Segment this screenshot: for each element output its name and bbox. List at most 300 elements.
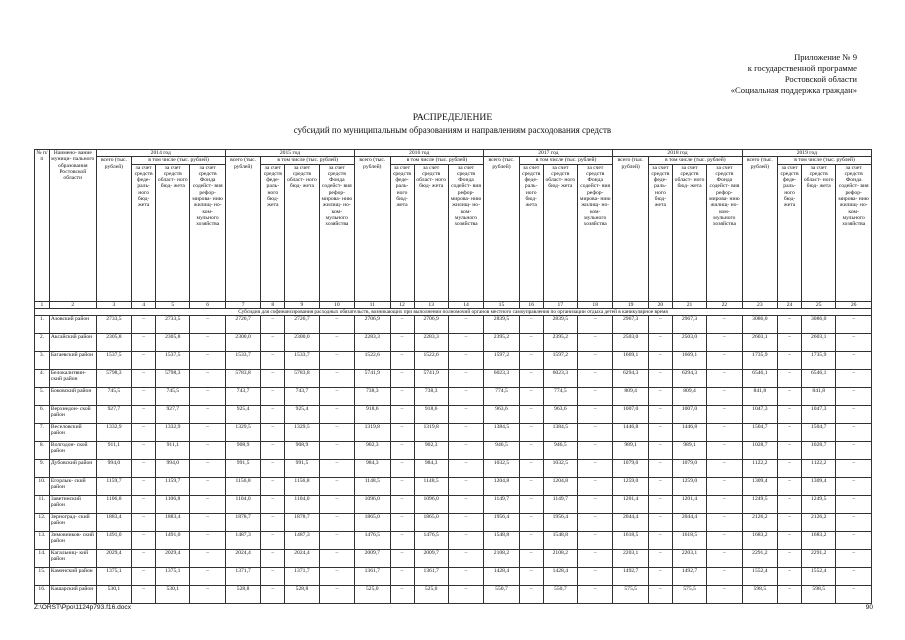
table-row [35, 370, 872, 388]
year-header: 2015 год [225, 150, 354, 157]
cell-fund: – [319, 334, 354, 352]
cell-federal: – [132, 496, 156, 514]
year-header: 2014 год [96, 150, 225, 157]
cell-fund: – [448, 568, 483, 586]
cell-regional: 5798,3 [156, 370, 190, 388]
cell-federal: – [778, 478, 802, 496]
cell-total: 1522,6 [355, 352, 390, 370]
footer-file-path: Z:\ORST\Ppo\1124p793.f16.docx [34, 604, 132, 611]
cell-total: 1492,7 [613, 568, 648, 586]
cell-fund: – [448, 532, 483, 550]
cell-regional: 1329,5 [285, 424, 319, 442]
cell-fund: – [319, 352, 354, 370]
col-header-total: всего (тыс. рублей) [225, 157, 260, 301]
cell-total: 1156,8 [225, 478, 260, 496]
cell-regional: 1618,5 [672, 532, 706, 550]
cell-fund: – [577, 514, 612, 532]
cell-total: 1375,1 [96, 568, 131, 586]
cell-federal: – [132, 424, 156, 442]
cell-fund: – [836, 406, 872, 424]
cell-federal: – [519, 334, 543, 352]
cell-fund: – [577, 478, 612, 496]
cell-federal: – [261, 442, 285, 460]
cell-federal: – [778, 496, 802, 514]
cell-regional: 984,3 [414, 460, 448, 478]
col-header-fund: за счет средств Фонда содейст- вия рефор- мирова- нию жилищ- но-ком- мульного хозяйства [448, 164, 483, 301]
row-number: 2. [35, 334, 50, 352]
cell-federal: – [261, 370, 285, 388]
title-subtitle: субсидий по муниципальным образованиям и направлениям расходования средств [293, 125, 612, 135]
cell-total: 1104,0 [225, 496, 260, 514]
year-header: 2016 год [355, 150, 484, 157]
col-header-including: в том числе (тыс. рублей) [390, 157, 484, 164]
cell-fund: – [319, 496, 354, 514]
column-number: 24 [778, 301, 802, 308]
col-header-total: всего (тыс. рублей) [613, 157, 648, 301]
cell-federal: – [261, 478, 285, 496]
cell-total: 598,5 [742, 586, 777, 604]
cell-fund: – [190, 550, 225, 568]
col-header-total: всего (тыс. рублей) [484, 157, 519, 301]
cell-fund: – [190, 478, 225, 496]
row-number: 10. [35, 478, 50, 496]
cell-regional: 1106,8 [156, 496, 190, 514]
table-row [35, 406, 872, 424]
cell-federal: – [390, 586, 414, 604]
cell-federal: – [648, 388, 672, 406]
cell-federal: – [132, 550, 156, 568]
cell-regional: 2126,2 [802, 514, 836, 532]
cell-federal: – [648, 478, 672, 496]
cell-total: 738,3 [355, 388, 390, 406]
cell-total: 984,3 [355, 460, 390, 478]
col-header-fund: за счет средств Фонда содейст- вия рефор- мирова- нию жилищ- но-ком- мульного хозяйства [836, 164, 872, 301]
cell-total: 2126,2 [742, 514, 777, 532]
table-row [35, 568, 872, 586]
cell-fund: – [836, 316, 872, 334]
col-header-regional: за счет средств област- ного бюд- жета [672, 164, 706, 301]
cell-federal: – [132, 514, 156, 532]
table-row [35, 424, 872, 442]
cell-fund: – [448, 586, 483, 604]
title-main: РАСПРЕДЕЛЕНИЕ [412, 112, 493, 123]
cell-regional: 902,3 [414, 442, 448, 460]
cell-fund: – [190, 424, 225, 442]
cell-federal: – [648, 370, 672, 388]
cell-regional: 2726,7 [285, 316, 319, 334]
column-number: 18 [577, 301, 612, 308]
municipality-name: Зерноград- ский район [49, 514, 96, 532]
column-number: 12 [390, 301, 414, 308]
col-header-number: № п/п [35, 150, 50, 302]
cell-total: 2305,8 [96, 334, 131, 352]
cell-fund: – [707, 406, 742, 424]
cell-fund: – [836, 424, 872, 442]
cell-regional: 1047,3 [802, 406, 836, 424]
cell-fund: – [836, 460, 872, 478]
municipality-name: Белокалитвин- ский район [49, 370, 96, 388]
col-header-municipality: Наимено- вание муници- пального образования Ростовской области [49, 150, 96, 302]
cell-federal: – [132, 370, 156, 388]
cell-federal: – [261, 496, 285, 514]
cell-total: 963,6 [484, 406, 519, 424]
cell-federal: – [778, 406, 802, 424]
cell-total: 1428,4 [484, 568, 519, 586]
cell-fund: – [836, 352, 872, 370]
cell-total: 1491,0 [96, 532, 131, 550]
cell-total: 2024,4 [225, 550, 260, 568]
cell-fund: – [190, 514, 225, 532]
municipality-name: Кагальниц- кий район [49, 550, 96, 568]
row-number: 9. [35, 460, 50, 478]
cell-fund: – [448, 406, 483, 424]
row-number: 13. [35, 532, 50, 550]
row-number: 12. [35, 514, 50, 532]
cell-regional: 1865,0 [414, 514, 448, 532]
cell-regional: 774,5 [543, 388, 577, 406]
cell-total: 2839,5 [484, 316, 519, 334]
cell-federal: – [778, 460, 802, 478]
cell-regional: 1878,7 [285, 514, 319, 532]
cell-fund: – [190, 460, 225, 478]
cell-federal: – [261, 550, 285, 568]
cell-federal: – [778, 388, 802, 406]
cell-fund: – [190, 586, 225, 604]
cell-fund: – [319, 370, 354, 388]
cell-regional: 1028,7 [802, 442, 836, 460]
cell-regional: 598,5 [802, 586, 836, 604]
cell-federal: – [390, 478, 414, 496]
row-number: 16. [35, 586, 50, 604]
table-row [35, 550, 872, 568]
cell-fund: – [319, 514, 354, 532]
cell-total: 1329,5 [225, 424, 260, 442]
cell-fund: – [319, 424, 354, 442]
cell-regional: 1491,0 [156, 532, 190, 550]
cell-fund: – [577, 406, 612, 424]
cell-total: 1683,2 [742, 532, 777, 550]
cell-federal: – [390, 442, 414, 460]
cell-total: 1552,4 [742, 568, 777, 586]
cell-total: 925,4 [225, 406, 260, 424]
cell-regional: 908,9 [285, 442, 319, 460]
cell-total: 2009,7 [355, 550, 390, 568]
cell-regional: 1956,4 [543, 514, 577, 532]
cell-federal: – [261, 514, 285, 532]
col-header-including: в том числе (тыс. рублей) [648, 157, 742, 164]
cell-federal: – [778, 514, 802, 532]
cell-regional: 946,5 [543, 442, 577, 460]
cell-fund: – [319, 532, 354, 550]
column-number: 21 [672, 301, 706, 308]
cell-regional: 1375,1 [156, 568, 190, 586]
cell-regional: 2603,1 [802, 334, 836, 352]
table-row [35, 316, 872, 334]
cell-total: 1028,7 [742, 442, 777, 460]
cell-federal: – [648, 316, 672, 334]
cell-federal: – [132, 388, 156, 406]
cell-regional: 2706,9 [414, 316, 448, 334]
cell-federal: – [519, 496, 543, 514]
appendix-line-2: к государственной программе [747, 63, 857, 73]
cell-total: 530,1 [96, 586, 131, 604]
column-number: 22 [707, 301, 742, 308]
cell-total: 6023,3 [484, 370, 519, 388]
municipality-name: Верхнедон- ской район [49, 406, 96, 424]
col-header-federal: за счет средств феде- раль- ного бюд- жета [778, 164, 802, 301]
cell-total: 1096,0 [355, 496, 390, 514]
cell-fund: – [448, 316, 483, 334]
column-number: 25 [802, 301, 836, 308]
year-header: 2018 год [613, 150, 742, 157]
cell-federal: – [778, 568, 802, 586]
cell-regional: 1371,7 [285, 568, 319, 586]
cell-total: 946,5 [484, 442, 519, 460]
cell-fund: – [190, 568, 225, 586]
cell-fund: – [577, 316, 612, 334]
cell-total: 1309,4 [742, 478, 777, 496]
col-header-fund: за счет средств Фонда содейст- вия рефор- мирова- нию жилищ- но-ком- мульного хозяйства [577, 164, 612, 301]
row-number: 5. [35, 388, 50, 406]
cell-federal: – [261, 334, 285, 352]
cell-federal: – [390, 514, 414, 532]
cell-fund: – [319, 550, 354, 568]
cell-regional: 2733,5 [156, 316, 190, 334]
cell-regional: 991,5 [285, 460, 319, 478]
cell-fund: – [577, 568, 612, 586]
cell-federal: – [390, 550, 414, 568]
cell-federal: – [261, 406, 285, 424]
cell-regional: 1384,5 [543, 424, 577, 442]
cell-total: 1537,5 [96, 352, 131, 370]
column-number: 20 [648, 301, 672, 308]
cell-fund: – [707, 334, 742, 352]
cell-total: 2283,3 [355, 334, 390, 352]
cell-federal: – [132, 478, 156, 496]
cell-fund: – [707, 370, 742, 388]
row-number: 1. [35, 316, 50, 334]
column-number: 3 [96, 301, 131, 308]
cell-regional: 1548,8 [543, 532, 577, 550]
cell-total: 525,0 [355, 586, 390, 604]
cell-federal: – [132, 352, 156, 370]
cell-federal: – [519, 388, 543, 406]
cell-fund: – [577, 352, 612, 370]
municipality-name: Каменский район [49, 568, 96, 586]
municipality-name: Аксайский район [49, 334, 96, 352]
cell-total: 1735,9 [742, 352, 777, 370]
cell-regional: 925,4 [285, 406, 319, 424]
cell-total: 6546,1 [742, 370, 777, 388]
cell-total: 989,1 [613, 442, 648, 460]
cell-fund: – [836, 388, 872, 406]
cell-regional: 2108,2 [543, 550, 577, 568]
column-number: 2 [49, 301, 96, 308]
row-number: 7. [35, 424, 50, 442]
cell-fund: – [448, 442, 483, 460]
cell-fund: – [448, 478, 483, 496]
municipality-name: Багаевский район [49, 352, 96, 370]
cell-total: 3086,0 [742, 316, 777, 334]
cell-fund: – [836, 442, 872, 460]
cell-fund: – [836, 370, 872, 388]
cell-regional: 1883,4 [156, 514, 190, 532]
cell-fund: – [577, 388, 612, 406]
table-row [35, 460, 872, 478]
cell-fund: – [190, 334, 225, 352]
cell-fund: – [319, 442, 354, 460]
cell-total: 1956,4 [484, 514, 519, 532]
cell-total: 2603,1 [742, 334, 777, 352]
cell-fund: – [707, 514, 742, 532]
cell-fund: – [707, 496, 742, 514]
cell-federal: – [778, 586, 802, 604]
cell-total: 2044,4 [613, 514, 648, 532]
column-number: 7 [225, 301, 260, 308]
municipality-name: Егорлык- ский район [49, 478, 96, 496]
cell-total: 2108,2 [484, 550, 519, 568]
cell-regional: 1683,2 [802, 532, 836, 550]
cell-total: 902,3 [355, 442, 390, 460]
cell-regional: 1249,5 [802, 496, 836, 514]
cell-federal: – [519, 586, 543, 604]
col-header-federal: за счет средств феде- раль- ного бюд- жета [390, 164, 414, 301]
cell-regional: 2395,2 [543, 334, 577, 352]
cell-fund: – [448, 514, 483, 532]
cell-regional: 2203,1 [672, 550, 706, 568]
header-row-groups [35, 157, 872, 164]
cell-regional: 2305,8 [156, 334, 190, 352]
cell-total: 1384,5 [484, 424, 519, 442]
cell-total: 994,0 [96, 460, 131, 478]
cell-fund: – [448, 370, 483, 388]
cell-federal: – [390, 532, 414, 550]
cell-federal: – [778, 316, 802, 334]
row-number: 14. [35, 550, 50, 568]
municipality-name: Боковский район [49, 388, 96, 406]
cell-federal: – [778, 442, 802, 460]
col-header-federal: за счет средств феде- раль- ного бюд- жета [519, 164, 543, 301]
cell-fund: – [319, 586, 354, 604]
cell-regional: 1361,7 [414, 568, 448, 586]
cell-total: 1371,7 [225, 568, 260, 586]
table-row [35, 514, 872, 532]
column-numbers-row [35, 301, 872, 308]
cell-regional: 1122,2 [802, 460, 836, 478]
table-row [35, 334, 872, 352]
cell-regional: 2839,5 [543, 316, 577, 334]
cell-regional: 1552,4 [802, 568, 836, 586]
table-row [35, 532, 872, 550]
cell-fund: – [836, 496, 872, 514]
cell-total: 908,9 [225, 442, 260, 460]
cell-fund: – [577, 424, 612, 442]
col-header-fund: за счет средств Фонда содейст- вия рефор- мирова- нию жилищ- но-ком- мульного хозяйства [319, 164, 354, 301]
cell-fund: – [836, 514, 872, 532]
table-row [35, 586, 872, 604]
cell-federal: – [648, 514, 672, 532]
cell-federal: – [519, 550, 543, 568]
cell-federal: – [390, 388, 414, 406]
cell-federal: – [648, 532, 672, 550]
cell-regional: 1319,8 [414, 424, 448, 442]
cell-total: 1122,2 [742, 460, 777, 478]
row-number: 15. [35, 568, 50, 586]
cell-total: 1332,9 [96, 424, 131, 442]
column-number: 11 [355, 301, 390, 308]
cell-federal: – [390, 460, 414, 478]
table-row [35, 442, 872, 460]
col-header-regional: за счет средств област- ного бюд- жета [156, 164, 190, 301]
column-number: 10 [319, 301, 354, 308]
row-number: 11. [35, 496, 50, 514]
cell-fund: – [707, 424, 742, 442]
cell-fund: – [577, 586, 612, 604]
cell-federal: – [132, 334, 156, 352]
cell-total: 1361,7 [355, 568, 390, 586]
cell-federal: – [519, 478, 543, 496]
cell-federal: – [648, 352, 672, 370]
cell-regional: 2024,4 [285, 550, 319, 568]
appendix-line-4: «Социальная поддержка граждан» [730, 85, 857, 95]
cell-fund: – [836, 586, 872, 604]
column-number: 1 [35, 301, 50, 308]
cell-total: 918,6 [355, 406, 390, 424]
cell-fund: – [319, 406, 354, 424]
cell-regional: 2503,0 [672, 334, 706, 352]
column-number: 13 [414, 301, 448, 308]
municipality-name: Волгодон- ской район [49, 442, 96, 460]
cell-federal: – [390, 370, 414, 388]
municipality-name: Веселовский район [49, 424, 96, 442]
cell-total: 1148,5 [355, 478, 390, 496]
cell-total: 1597,2 [484, 352, 519, 370]
cell-regional: 841,8 [802, 388, 836, 406]
cell-total: 5798,3 [96, 370, 131, 388]
cell-federal: – [519, 460, 543, 478]
cell-fund: – [707, 550, 742, 568]
cell-regional: 1309,4 [802, 478, 836, 496]
cell-fund: – [190, 352, 225, 370]
cell-regional: 1533,7 [285, 352, 319, 370]
cell-regional: 2300,0 [285, 334, 319, 352]
cell-fund: – [319, 568, 354, 586]
cell-federal: – [132, 460, 156, 478]
year-header: 2019 год [742, 150, 871, 157]
cell-fund: – [577, 442, 612, 460]
cell-total: 2029,4 [96, 550, 131, 568]
cell-fund: – [448, 496, 483, 514]
table-row [35, 496, 872, 514]
cell-fund: – [577, 370, 612, 388]
cell-fund: – [707, 532, 742, 550]
year-header: 2017 год [484, 150, 613, 157]
cell-regional: 1159,7 [156, 478, 190, 496]
cell-total: 1446,8 [613, 424, 648, 442]
column-number: 9 [285, 301, 319, 308]
cell-federal: – [519, 406, 543, 424]
cell-total: 1618,5 [613, 532, 648, 550]
col-header-regional: за счет средств област- ного бюд- жета [802, 164, 836, 301]
cell-total: 2203,1 [613, 550, 648, 568]
cell-total: 745,5 [96, 388, 131, 406]
cell-federal: – [390, 406, 414, 424]
table-row [35, 478, 872, 496]
cell-regional: 809,4 [672, 388, 706, 406]
cell-federal: – [261, 460, 285, 478]
cell-federal: – [390, 424, 414, 442]
column-number: 26 [836, 301, 872, 308]
